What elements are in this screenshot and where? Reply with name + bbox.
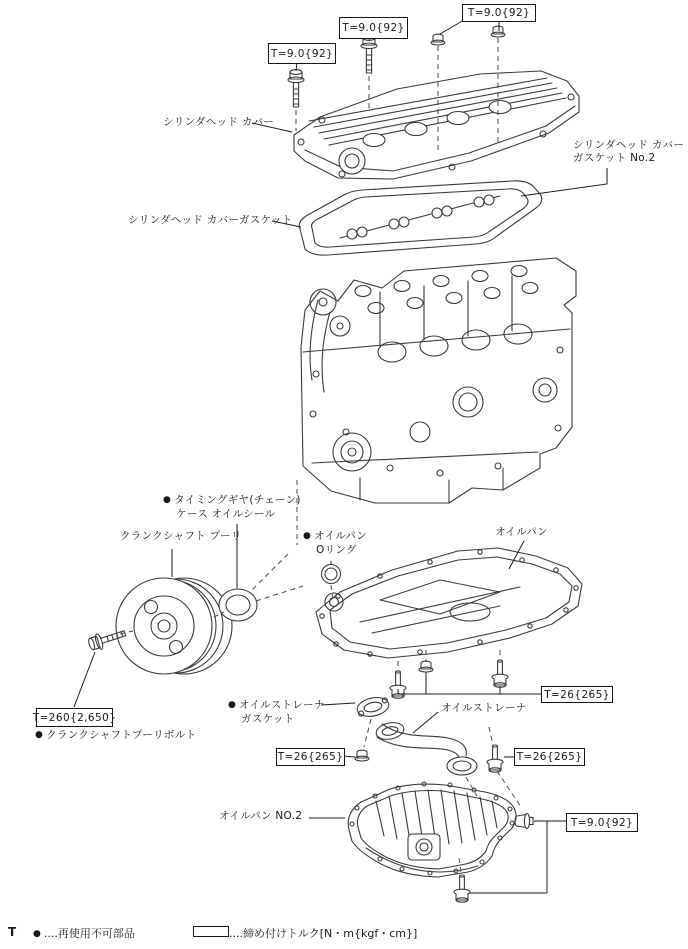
label-crankshaft-pulley: クランクシャフト プーリ [120,530,242,542]
non-reusable-bullet: ● [35,730,44,740]
label-cylinder-head-cover: シリンダヘッド カバー [163,116,275,128]
non-reusable-bullet: ● [33,929,41,939]
timing-case-oil-seal-drawing [219,589,257,621]
legend-non-reusable: ● ....再使用不可部品 [33,927,135,940]
cylinder-head-cover-drawing [294,71,579,179]
legend-torque-note: ....締め付けトルク[N・m{kgf・cm}] [229,927,418,940]
torque-callout-pulley-bolt: T=260{2,650} [36,708,113,727]
label-oil-pan-oring: ● オイルパン Oリング [303,530,367,556]
torque-callout-strainer-bolt: T=26{265} [514,748,585,766]
oil-strainer-bolts-drawing [355,745,503,772]
label-oil-pan: オイルパン [495,526,548,538]
head-cover-gasket-drawing [299,181,542,255]
engine-block-drawing [301,258,576,503]
legend-torque-box [193,926,229,937]
torque-callout-cover-bolt-1: T=9.0{92} [268,43,336,64]
label-oil-strainer-gasket: ● オイルストレーナ ガスケット [228,699,325,725]
drain-plug-drawing [515,814,533,829]
oil-pan-no2-bolt-drawing [454,875,470,902]
oil-pan-oring-drawing [322,565,341,584]
label-timing-case-oil-seal: ● タイミングギヤ(チェーン) ケース オイルシール [163,494,301,520]
oil-strainer-drawing [375,720,477,775]
non-reusable-bullet: ● [303,531,312,541]
label-crankshaft-pulley-bolt: ● クランクシャフトプーリボルト [35,729,197,741]
non-reusable-bullet: ● [228,700,237,710]
torque-callout-strainer-nut: T=26{265} [276,748,345,766]
oil-strainer-gasket-drawing [355,695,390,719]
label-oil-pan-no2: オイルパン NO.2 [219,810,303,822]
torque-callout-cover-bolt-2: T=9.0{92} [339,17,408,39]
label-cylinder-head-cover-gasket: シリンダヘッド カバーガスケット [128,214,293,226]
torque-callout-cover-nuts: T=9.0{92} [462,4,536,22]
torque-callout-oil-pan-bolts: T=26{265} [541,686,613,703]
non-reusable-bullet: ● [163,495,172,505]
oil-pan-no2-drawing [348,782,516,877]
label-head-cover-gasket-no2: シリンダヘッド カバー ガスケット No.2 [573,139,685,164]
torque-callout-drain-plug: T=9.0{92} [566,813,638,832]
crankshaft-pulley-drawing [116,578,232,674]
oil-pan-bolts-drawing [390,660,508,698]
legend-torque-symbol: T [8,925,17,939]
label-oil-strainer: オイルストレーナ [441,702,527,714]
oil-pan-drawing [316,548,582,658]
